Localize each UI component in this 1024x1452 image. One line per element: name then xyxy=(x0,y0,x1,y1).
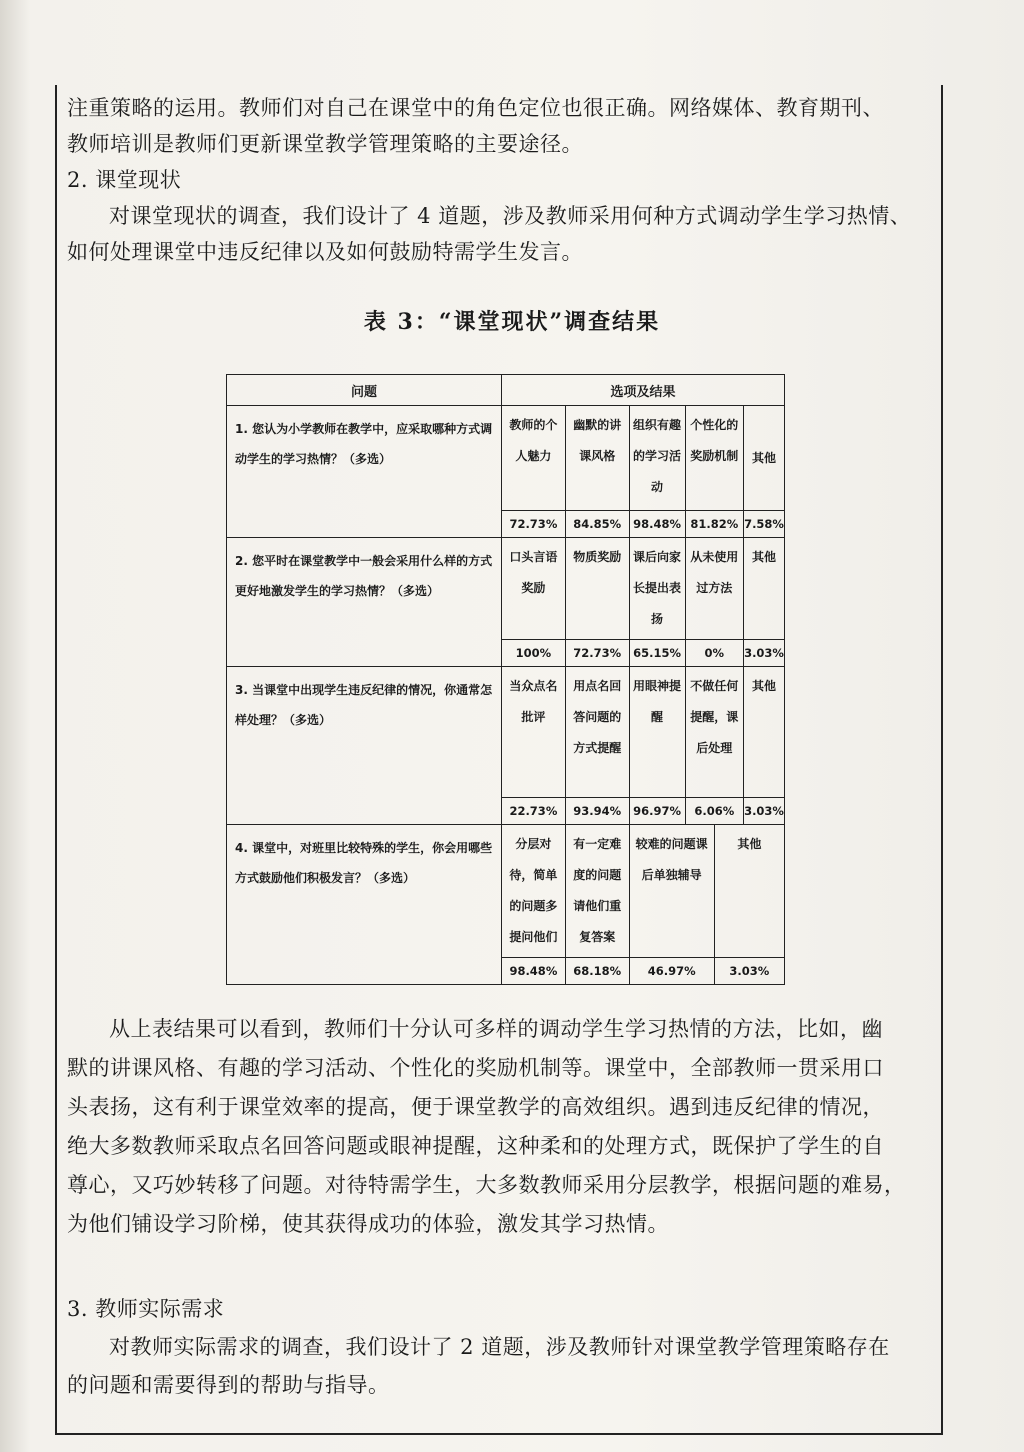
option-cell: 其他 xyxy=(744,538,785,640)
option-cell: 其他 xyxy=(744,406,785,511)
option-cell: 当众点名批评 xyxy=(502,667,566,798)
result-cell: 100% xyxy=(502,640,566,667)
section-2 xyxy=(67,162,932,270)
analysis-paragraph xyxy=(67,1010,932,1244)
table-row xyxy=(227,667,785,798)
result-cell: 72.73% xyxy=(565,640,629,667)
intro-line: 注重策略的运用。教师们对自己在课堂中的角色定位也很正确。网络媒体、教育期刊、 xyxy=(67,96,884,120)
option-cell: 分层对待，简单的问题多提问他们 xyxy=(502,825,566,958)
analysis-line: 默的讲课风格、有趣的学习活动、个性化的奖励机制等。课堂中，全部教师一贯采用口 xyxy=(67,1056,884,1080)
result-cell: 98.48% xyxy=(629,511,685,538)
question-cell: 3. 当课堂中出现学生违反纪律的情况，你通常怎样处理？（多选） xyxy=(227,667,502,825)
result-cell: 6.06% xyxy=(685,798,744,825)
result-cell: 65.15% xyxy=(629,640,685,667)
table-row xyxy=(227,406,785,511)
section-2-paragraph: 对课堂现状的调查，我们设计了 4 道题，涉及教师采用何种方式调动学生学习热情、 如何处理课堂中违反纪律以及如何鼓励特需学生发言。 xyxy=(67,204,912,264)
section-3-heading: 3. 教师实际需求 xyxy=(67,1297,225,1321)
result-cell: 72.73% xyxy=(502,511,566,538)
result-cell: 0% xyxy=(685,640,744,667)
result-cell: 22.73% xyxy=(502,798,566,825)
result-cell: 46.97% xyxy=(629,958,714,985)
option-cell: 其他 xyxy=(744,667,785,798)
option-cell: 不做任何提醒，课后处理 xyxy=(685,667,744,798)
option-cell: 用眼神提醒 xyxy=(629,667,685,798)
option-cell: 物质奖励 xyxy=(565,538,629,640)
header-question: 问题 xyxy=(227,375,502,406)
intro-paragraph xyxy=(67,90,932,162)
option-cell: 从未使用过方法 xyxy=(685,538,744,640)
intro-line: 教师培训是教师们更新课堂教学管理策略的主要途径。 xyxy=(67,132,583,156)
option-cell: 有一定难度的问题请他们重复答案 xyxy=(565,825,629,958)
option-cell: 口头言语奖励 xyxy=(502,538,566,640)
result-cell: 3.03% xyxy=(744,798,785,825)
analysis-line: 为他们铺设学习阶梯，使其获得成功的体验，激发其学习热情。 xyxy=(67,1212,669,1236)
result-cell: 98.48% xyxy=(502,958,566,985)
result-cell: 84.85% xyxy=(565,511,629,538)
table-caption: 表 3：“课堂现状”调查结果 xyxy=(363,309,661,335)
result-cell: 3.03% xyxy=(714,958,784,985)
table-row xyxy=(227,538,785,640)
option-cell: 较难的问题课后单独辅导 xyxy=(629,825,714,958)
section-3: 3. 教师实际需求 对教师实际需求的调查，我们设计了 2 道题，涉及教师针对课堂教学管理策略存在 的问题和需要得到的帮助与指导。 xyxy=(67,1290,932,1404)
result-cell: 81.82% xyxy=(685,511,744,538)
option-cell: 其他 xyxy=(714,825,784,958)
result-cell: 93.94% xyxy=(565,798,629,825)
table-header-row xyxy=(227,375,785,406)
result-cell: 7.58% xyxy=(744,511,785,538)
result-cell: 96.97% xyxy=(629,798,685,825)
option-cell: 幽默的讲课风格 xyxy=(565,406,629,511)
analysis-line: 头表扬，这有利于课堂效率的提高，便于课堂教学的高效组织。遇到违反纪律的情况， xyxy=(67,1095,884,1119)
analysis-line: 绝大多数教师采取点名回答问题或眼神提醒，这种柔和的处理方式，既保护了学生的自 xyxy=(67,1134,884,1158)
option-cell: 组织有趣的学习活动 xyxy=(629,406,685,511)
question-cell: 4. 课堂中，对班里比较特殊的学生，你会用哪些方式鼓励他们积极发言？（多选） xyxy=(227,825,502,985)
result-cell: 3.03% xyxy=(744,640,785,667)
option-cell: 课后向家长提出表扬 xyxy=(629,538,685,640)
question-cell: 1. 您认为小学教师在教学中，应采取哪种方式调动学生的学习热情？（多选） xyxy=(227,406,502,538)
section-2-heading: 2. 课堂现状 xyxy=(67,168,182,192)
result-cell: 68.18% xyxy=(565,958,629,985)
header-options: 选项及结果 xyxy=(502,375,785,406)
option-cell: 个性化的奖励机制 xyxy=(685,406,744,511)
table-row xyxy=(227,825,785,958)
option-cell: 用点名回答问题的方式提醒 xyxy=(565,667,629,798)
question-cell: 2. 您平时在课堂教学中一般会采用什么样的方式更好地激发学生的学习热情？（多选） xyxy=(227,538,502,667)
option-cell: 教师的个人魅力 xyxy=(502,406,566,511)
analysis-line: 尊心，又巧妙转移了问题。对待特需学生，大多数教师采用分层教学，根据问题的难易， xyxy=(67,1173,906,1197)
survey-results-table xyxy=(226,374,785,985)
analysis-line: 从上表结果可以看到，教师们十分认可多样的调动学生学习热情的方法，比如，幽 xyxy=(109,1017,883,1041)
